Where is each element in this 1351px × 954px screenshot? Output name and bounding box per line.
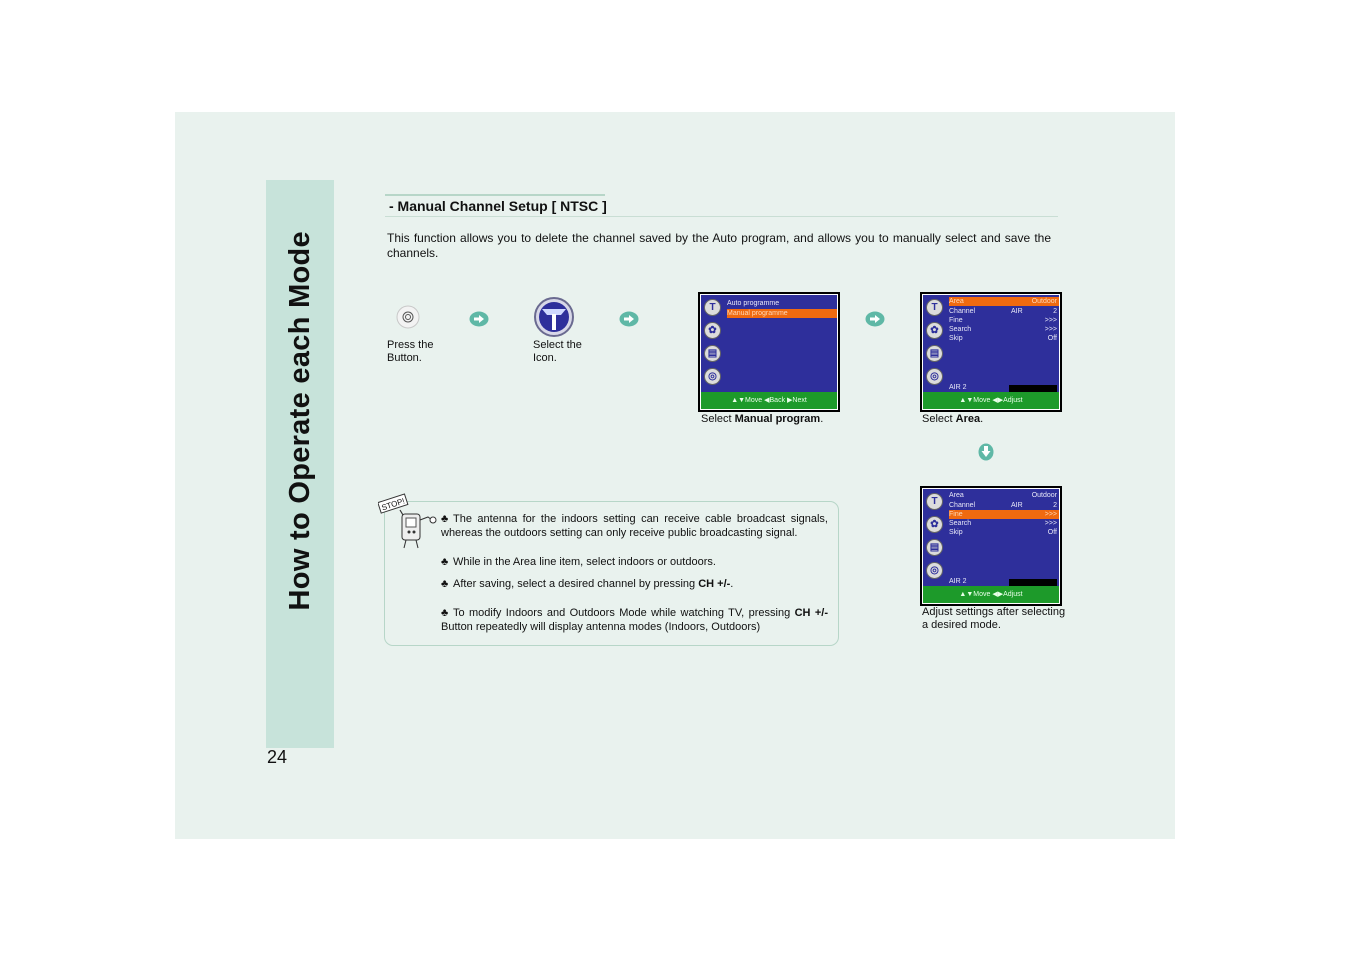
note-3 — [441, 577, 828, 591]
screen3-footer: ▲▼Move ◀▶Adjust — [923, 586, 1059, 603]
stop-label: STOP! — [380, 496, 406, 513]
screen1-footer: ▲▼Move ◀Back ▶Next — [701, 392, 837, 409]
menu-button-icon — [396, 305, 420, 329]
club-bullet-icon: ♣ — [441, 607, 449, 619]
heading-rule — [385, 216, 1058, 217]
sidebar-title-wrap — [266, 180, 334, 610]
screen3-row-area: Area Outdoor — [949, 492, 1057, 499]
note-3-text: After saving, select a desired channel by pressing — [453, 578, 699, 590]
note-3-bold: CH +/- — [698, 578, 731, 590]
arrow-right-icon — [469, 311, 489, 327]
antenna-menu-icon: T — [926, 299, 943, 316]
sound-menu-icon: ▤ — [704, 345, 721, 362]
tv-screen-fine — [920, 486, 1062, 606]
setup-menu-icon: ◎ — [704, 368, 721, 385]
note-2 — [441, 555, 828, 569]
screen2-caption-post: . — [980, 413, 984, 425]
antenna-menu-icon: T — [704, 299, 721, 316]
note-2-text: While in the Area line item, select indoors or outdoors. — [453, 556, 716, 568]
setup-menu-icon: ◎ — [926, 368, 943, 385]
step1-line2: Button. — [387, 352, 422, 364]
screen3-caption — [922, 606, 1065, 632]
sidebar-title: How to Operate each Mode — [283, 230, 316, 610]
screen3-caption-line2: a desired mode. — [922, 619, 1001, 631]
note-4 — [441, 606, 828, 634]
screen1-row-manual: Manual programme — [727, 309, 837, 318]
screen2-row-search: Search >>> — [949, 326, 1057, 333]
sound-menu-icon: ▤ — [926, 345, 943, 362]
screen3-sub: AIR 2 — [949, 578, 967, 585]
note-1 — [441, 512, 828, 540]
screen3-row-fine: Fine >>> — [949, 511, 1057, 518]
step2-caption — [533, 339, 582, 365]
screen3-row-skip: Skip Off — [949, 529, 1057, 536]
screen2-row-skip: Skip Off — [949, 335, 1057, 342]
step2-line1: Select the — [533, 339, 582, 351]
screen1-caption-post: . — [820, 413, 824, 425]
screen2-sub: AIR 2 — [949, 384, 967, 391]
note-3-post: . — [730, 578, 734, 590]
stop-figure-icon — [378, 492, 440, 554]
arrow-down-icon — [978, 443, 994, 461]
screen2-caption-bold: Area — [955, 413, 981, 425]
intro-paragraph: This function allows you to delete the channel saved by the Auto program, and allows you to manually select and save the channels. — [387, 231, 1051, 260]
screen1-caption-pre: Select — [701, 413, 735, 425]
arrow-right-icon — [865, 311, 885, 327]
club-bullet-icon: ♣ — [441, 556, 449, 568]
antenna-icon — [533, 296, 575, 338]
screen1-row-auto: Auto programme — [727, 300, 780, 307]
picture-menu-icon: ✿ — [926, 516, 943, 533]
screen3-row-channel: Channel AIR 2 — [949, 502, 1057, 509]
screen3-row-search: Search >>> — [949, 520, 1057, 527]
screen2-row-channel: Channel AIR 2 — [949, 308, 1057, 315]
screen2-caption-pre: Select — [922, 413, 956, 425]
screen1-caption-bold: Manual program — [734, 413, 821, 425]
step1-line1: Press the — [387, 339, 434, 351]
note-4-bold: CH +/- — [794, 607, 828, 619]
note-1-text: The antenna for the indoors setting can receive cable broadcast signals, whereas the outdoors setting can only receive public broadcasting signal. — [441, 513, 828, 539]
page-number: 24 — [267, 747, 288, 767]
tv-screen-select-area — [920, 292, 1062, 412]
arrow-right-icon — [619, 311, 639, 327]
antenna-menu-icon: T — [926, 493, 943, 510]
tv-screen-manual-program — [698, 292, 840, 412]
setup-menu-icon: ◎ — [926, 562, 943, 579]
step1-caption — [387, 339, 433, 365]
section-heading: - Manual Channel Setup [ NTSC ] — [389, 198, 607, 214]
screen2-footer: ▲▼Move ◀▶Adjust — [923, 392, 1059, 409]
screen2-caption — [922, 413, 983, 426]
screen3-caption-line1: Adjust settings after selecting — [922, 606, 1066, 618]
club-bullet-icon: ♣ — [441, 513, 449, 525]
picture-menu-icon: ✿ — [926, 322, 943, 339]
step2-line2: Icon. — [533, 352, 557, 364]
screen2-row-fine: Fine >>> — [949, 317, 1057, 324]
sound-menu-icon: ▤ — [926, 539, 943, 556]
club-bullet-icon: ♣ — [441, 578, 449, 590]
screen2-row-area: Area Outdoor — [949, 298, 1057, 305]
note-4-text: To modify Indoors and Outdoors Mode while watching TV, pressing — [453, 607, 795, 619]
picture-menu-icon: ✿ — [704, 322, 721, 339]
note-4-post: Button repeatedly will display antenna modes (Indoors, Outdoors) — [441, 621, 761, 633]
screen1-caption — [701, 413, 823, 426]
heading-accent — [385, 194, 605, 196]
